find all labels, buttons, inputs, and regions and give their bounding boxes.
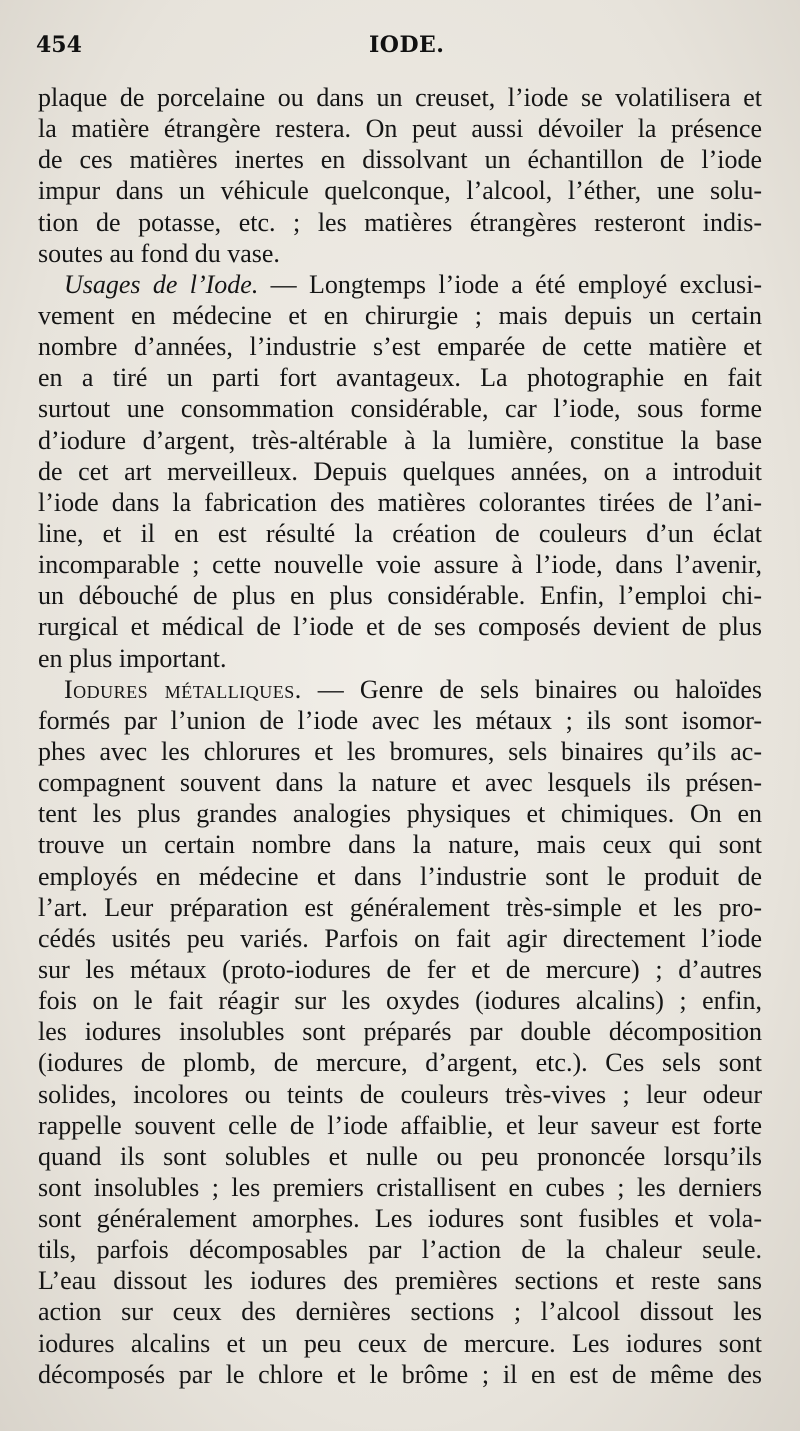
text-line: [38, 1047, 762, 1078]
text-line: [38, 269, 762, 300]
text-line: [38, 175, 762, 206]
page-header: [36, 30, 762, 66]
line-text: en plus important.: [38, 643, 227, 673]
text-line: [38, 82, 762, 113]
running-head: IODE.: [369, 32, 445, 58]
line-text: action sur ceux des dernières sections ; l’alcool dissout les: [38, 1297, 762, 1327]
text-line: [38, 300, 762, 331]
text-line: [38, 362, 762, 393]
line-text: line, et il en est résulté la création de couleurs d’un éclat: [38, 518, 762, 548]
line-text: impur dans un véhicule quelconque, l’alcool, l’éther, une solu-: [38, 176, 762, 206]
text-line: [38, 1265, 762, 1296]
text-line: [38, 393, 762, 424]
line-text: sont généralement amorphes. Les iodures sont fusibles et vola-: [38, 1204, 762, 1234]
text-line: [38, 144, 762, 175]
line-text: les iodures insolubles sont préparés par double décomposition: [38, 1017, 762, 1047]
page-number: 454: [36, 32, 82, 58]
text-line: [38, 207, 762, 238]
line-text: d’iodure d’argent, très-altérable à la lumière, constitue la base: [38, 425, 762, 455]
text-line: [38, 580, 762, 611]
text-line: [38, 1234, 762, 1265]
text-line: [38, 1016, 762, 1047]
line-text: solides, incolores ou teints de couleurs très-vives ; leur odeur: [38, 1079, 762, 1109]
text-line: [38, 1110, 762, 1141]
text-line: [38, 674, 762, 705]
line-text: rurgical et médical de l’iode et de ses composés devient de plus: [38, 612, 762, 642]
line-text: phes avec les chlorures et les bromures, sels binaires qu’ils ac-: [38, 736, 762, 766]
text-line: [38, 861, 762, 892]
text-line: [38, 1203, 762, 1234]
text-line: [38, 985, 762, 1016]
text-line: [38, 892, 762, 923]
text-line: [38, 518, 762, 549]
line-text: de cet art merveilleux. Depuis quelques années, on a introduit: [38, 456, 762, 486]
line-text: fois on le fait réagir sur les oxydes (iodures alcalins) ; enfin,: [38, 986, 762, 1016]
line-text: surtout une consommation considérable, car l’iode, sous forme: [38, 394, 762, 424]
line-text: sont insolubles ; les premiers cristallisent en cubes ; les derniers: [38, 1172, 762, 1202]
text-line: [38, 1079, 762, 1110]
line-text: employés en médecine et dans l’industrie sont le produit de: [38, 861, 762, 891]
line-text: sur les métaux (proto-iodures de fer et de mercure) ; d’autres: [38, 954, 762, 984]
line-text: un débouché de plus en plus considérable. Enfin, l’emploi chi-: [38, 581, 762, 611]
line-text: en a tiré un parti fort avantageux. La photographie en fait: [38, 363, 762, 393]
text-line: [38, 487, 762, 518]
line-text: l’iode dans la fabrication des matières colorantes tirées de l’ani-: [38, 487, 762, 517]
section-heading-italic: Usages de l’Iode.: [64, 269, 259, 299]
text-line: [38, 736, 762, 767]
paragraph: [38, 269, 762, 674]
body-text: [38, 82, 762, 1390]
text-line: [38, 1141, 762, 1172]
text-line: [38, 611, 762, 642]
line-text: formés par l’union de l’iode avec les métaux ; ils sont isomor-: [38, 705, 762, 735]
line-text: l’art. Leur préparation est généralement très-simple et les pro-: [38, 892, 762, 922]
line-text: cédés usités peu variés. Parfois on fait agir directement l’iode: [38, 923, 762, 953]
section-heading-smallcaps: Iodures métalliques.: [64, 674, 302, 704]
line-text: décomposés par le chlore et le brôme ; il en est de même des: [38, 1359, 762, 1389]
line-text: iodures alcalins et un peu ceux de mercure. Les iodures sont: [38, 1328, 762, 1358]
line-text: rappelle souvent celle de l’iode affaiblie, et leur saveur est forte: [38, 1110, 762, 1140]
text-line: [38, 331, 762, 362]
line-text: nombre d’années, l’industrie s’est emparée de cette matière et: [38, 332, 762, 362]
line-text: tion de potasse, etc. ; les matières étrangères resteront indis-: [38, 207, 762, 237]
line-text: plaque de porcelaine ou dans un creuset, l’iode se volatilisera et: [38, 83, 762, 112]
line-text: quand ils sont solubles et nulle ou peu prononcée lorsqu’ils: [38, 1141, 762, 1171]
line-text: L’eau dissout les iodures des premières sections et reste sans: [38, 1266, 762, 1296]
text-line: [38, 425, 762, 456]
line-text: — Genre de sels binaires ou haloïdes: [301, 674, 762, 704]
text-line: [38, 798, 762, 829]
line-text: soutes au fond du vase.: [38, 238, 280, 268]
text-line: [38, 1328, 762, 1359]
line-text: de ces matières inertes en dissolvant un échantillon de l’iode: [38, 145, 762, 175]
text-line: [38, 1296, 762, 1327]
text-line: [38, 643, 762, 674]
line-text: la matière étrangère restera. On peut aussi dévoiler la présence: [38, 114, 762, 144]
paragraph: [38, 82, 762, 269]
line-text: tils, parfois décomposables par l’action de la chaleur seule.: [38, 1235, 762, 1265]
text-line: [38, 238, 762, 269]
text-line: [38, 456, 762, 487]
text-line: [38, 1172, 762, 1203]
line-text: compagnent souvent dans la nature et avec lesquels ils présen-: [38, 768, 762, 798]
line-text: vement en médecine et en chirurgie ; mais depuis un certain: [38, 300, 762, 330]
text-line: [38, 954, 762, 985]
text-line: [38, 113, 762, 144]
text-line: [38, 923, 762, 954]
line-text: incomparable ; cette nouvelle voie assure à l’iode, dans l’avenir,: [38, 550, 762, 580]
text-line: [38, 705, 762, 736]
text-line: [38, 1359, 762, 1390]
line-text: — Longtemps l’iode a été employé exclusi-: [258, 269, 762, 299]
text-line: [38, 829, 762, 860]
line-text: tent les plus grandes analogies physiques et chimiques. On en: [38, 799, 762, 829]
text-line: [38, 767, 762, 798]
line-text: (iodures de plomb, de mercure, d’argent, etc.). Ces sels sont: [38, 1048, 762, 1078]
paragraph: [38, 674, 762, 1390]
text-line: [38, 549, 762, 580]
line-text: trouve un certain nombre dans la nature, mais ceux qui sont: [38, 830, 762, 860]
